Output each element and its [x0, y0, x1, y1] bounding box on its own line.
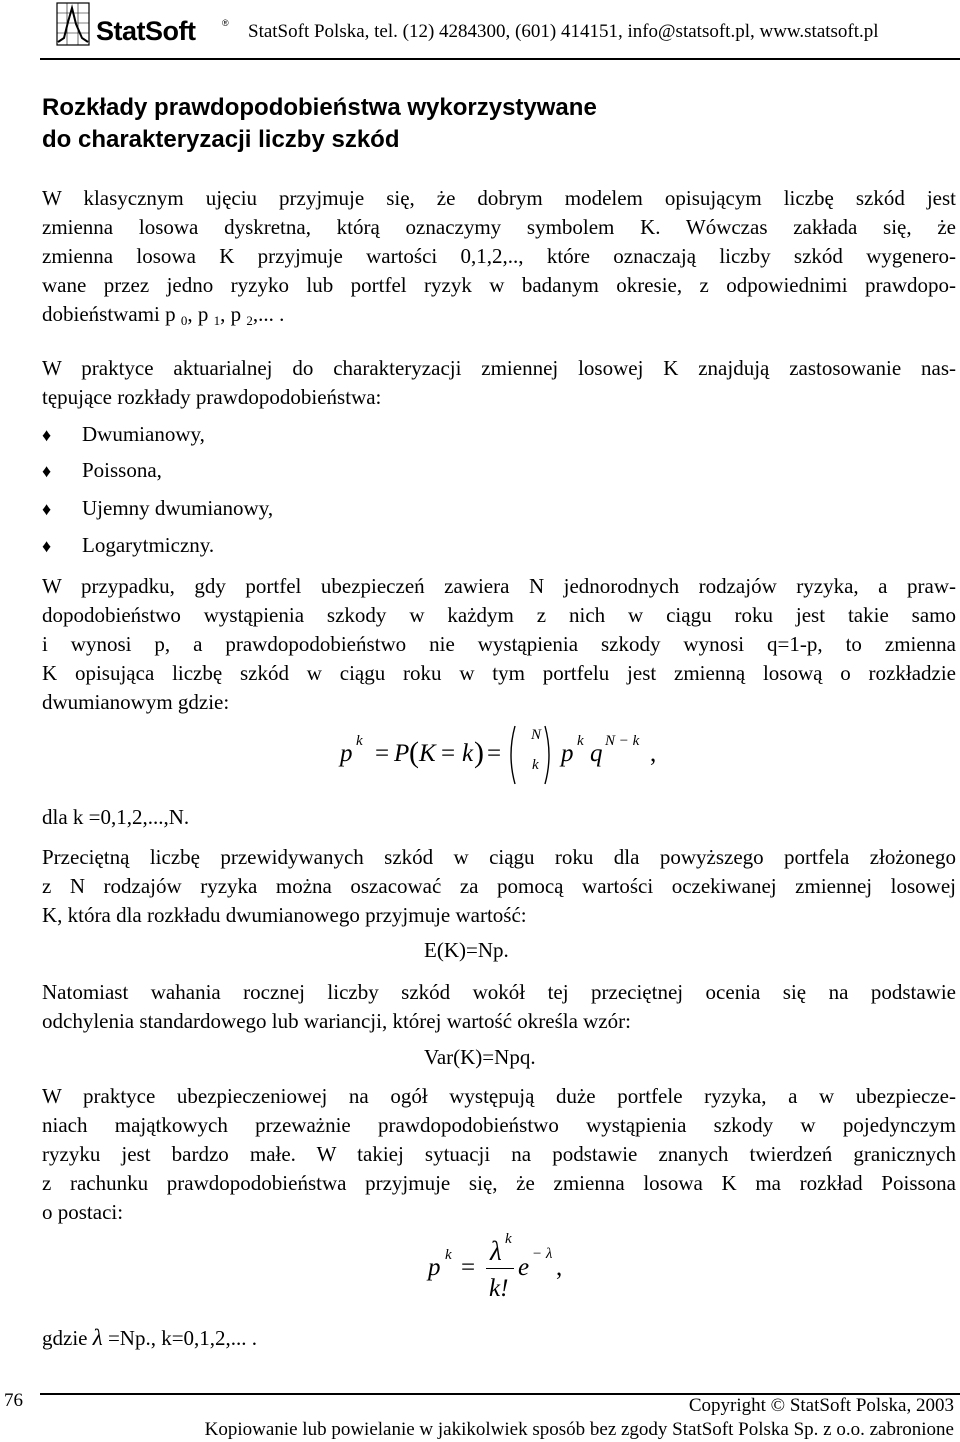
list-item-text: Ujemny dwumianowy, [82, 496, 274, 520]
text-fragment: , p [187, 302, 214, 326]
formula-paren: ) [474, 736, 484, 769]
text-line: niach majątkowych przeważnie prawdopodobieństwo wystąpienia szkody w pojedynczym [42, 1113, 956, 1137]
formula-symbol: q [590, 740, 603, 767]
text-line: z N rodzajów ryzyka można oszacować za pomocą wartości oczekiwanej zmiennej losowej [42, 874, 956, 898]
formula-symbol: e [518, 1254, 530, 1281]
text-line: ryzyku jest bardzo małe. W takiej sytuacji na podstawie znanych twierdzeń granicznych [42, 1142, 956, 1166]
text-line: o postaci: [42, 1200, 124, 1224]
formula-superscript: k [505, 1231, 512, 1247]
text-fragment: dobieństwami p [42, 302, 181, 326]
formula-symbol: k [462, 740, 474, 767]
formula-symbol: P [394, 740, 410, 767]
formula-superscript: k [445, 1247, 452, 1263]
formula-operator: = [441, 740, 456, 767]
formula-superscript: k [577, 733, 584, 749]
text-line: z rachunku prawdopodobieństwa przyjmuje się, że zmienna losowa K ma rozkład Poissona [42, 1171, 956, 1195]
text-line: Przeciętną liczbę przewidywanych szkód w ciągu roku dla powyższego portfela złożonego [42, 845, 956, 869]
text-line: i wynosi p, a prawdopodobieństwo nie wystąpienia szkody wynosi q=1-p, to zmienna [42, 632, 956, 656]
variance-formula: Var(K)=Npq. [424, 1045, 536, 1069]
formula-operator: = [461, 1254, 476, 1281]
section-title-line: Rozkłady prawdopodobieństwa wykorzystywane [42, 94, 597, 121]
subscript: 2 [246, 313, 253, 328]
poisson-parameters [42, 1323, 257, 1353]
diamond-bullet-icon: ♦ [42, 461, 52, 481]
text-line: odchylenia standardowego lub wariancji, której wartość określa wzór: [42, 1009, 631, 1033]
diamond-bullet-icon: ♦ [42, 425, 52, 445]
text-line: W przypadku, gdy portfel ubezpieczeń zawiera N jednorodnych rodzajów ryzyka, a praw- [42, 574, 956, 598]
expected-value-formula: E(K)=Np. [424, 938, 509, 962]
fraction-bar [486, 1268, 514, 1269]
formula-symbol: p [340, 740, 353, 767]
logo-chart-icon [56, 2, 90, 46]
text-fragment: ,... . [252, 302, 285, 326]
header-divider [40, 58, 960, 60]
text-line: W praktyce ubezpieczeniowej na ogół występują duże portfele ryzyka, a w ubezpiecze- [42, 1084, 956, 1108]
text-line: W praktyce aktuarialnej do charakteryzacji zmiennej losowej K znajdują zastosowanie nas- [42, 356, 956, 380]
binomial-top: N [531, 727, 542, 743]
paragraph-expected-value [42, 843, 956, 930]
text-line: zmienna losowa K przyjmuje wartości 0,1,2,.., które oznaczają liczby szkód wygenero- [42, 244, 956, 268]
formula-symbol: p [561, 740, 574, 767]
formula-symbol: p [428, 1254, 441, 1281]
section-title-line: do charakteryzacji liczby szkód [42, 126, 400, 153]
subscript: 0 [180, 313, 188, 328]
paragraph-distributions [42, 354, 956, 412]
lambda-symbol: λ [92, 1325, 103, 1350]
diamond-bullet-icon: ♦ [42, 536, 52, 556]
list-item [42, 531, 214, 561]
formula-operator: = [487, 740, 502, 767]
list-item-text: Dwumianowy, [82, 422, 205, 446]
statsoft-logo [56, 2, 236, 46]
text-line: zmienna losowa dyskretna, którą oznaczymy symbolem K. Wówczas zakłada się, że [42, 215, 956, 239]
logo-registered-mark: ® [222, 18, 229, 28]
formula-paren: ( [409, 736, 419, 769]
paragraph-variance [42, 978, 956, 1036]
footer-notice: Kopiowanie lub powielanie w jakikolwiek sposób bez zgody StatSoft Polska Sp. z o.o. zabronione [204, 1419, 954, 1440]
footer-copyright: Copyright © StatSoft Polska, 2003 [688, 1395, 954, 1416]
formula-symbol: K [419, 740, 436, 767]
text-line: K, która dla rozkładu dwumianowego przyjmuje wartość: [42, 903, 527, 927]
paragraph-binomial [42, 572, 956, 717]
text-line: wane przez jedno ryzyko lub portfel ryzyk w badanym okresie, z odpowiednimi prawdopo- [42, 273, 956, 297]
formula-superscript: − λ [532, 1246, 553, 1262]
subscript: 1 [213, 313, 221, 328]
list-item [42, 420, 205, 450]
section-title [42, 92, 922, 156]
text-line: dopodobieństwo wystąpienia szkody w każdym z nich w ciągu roku jest takie samo [42, 603, 956, 627]
paragraph-intro [42, 184, 956, 331]
formula-operator: = [375, 740, 390, 767]
text-line: dwumianowym gdzie: [42, 690, 230, 714]
logo-wordmark: StatSoft [96, 16, 196, 46]
list-item-text: Poissona, [82, 458, 162, 482]
formula-superscript: k [356, 733, 363, 749]
text-line [42, 300, 956, 331]
diamond-bullet-icon: ♦ [42, 499, 52, 519]
text-fragment: gdzie [42, 1326, 93, 1350]
formula-superscript: N − k [605, 733, 640, 749]
text-fragment: =Np., k=0,1,2,... . [102, 1326, 258, 1350]
binomial-brackets [505, 724, 555, 786]
text-line: K opisująca liczbę szkód w ciągu roku w tym portfelu jest zmienną losową o rozkładzie [42, 661, 956, 685]
formula-symbol: k! [489, 1275, 509, 1302]
formula-punct: , [556, 1254, 563, 1281]
header-contact: StatSoft Polska, tel. (12) 4284300, (601) 414151, info@statsoft.pl, www.statsoft.pl [248, 21, 879, 42]
formula-symbol: λ [490, 1236, 502, 1266]
formula-punct: , [650, 740, 657, 767]
text-line: tępujące rozkłady prawdopodobieństwa: [42, 385, 382, 409]
list-item [42, 494, 273, 524]
binomial-domain: dla k =0,1,2,...,N. [42, 805, 190, 829]
list-item-text: Logarytmiczny. [82, 533, 215, 557]
text-fragment: , p [220, 302, 247, 326]
page-number: 76 [4, 1390, 23, 1411]
text-line: W klasycznym ujęciu przyjmuje się, że dobrym modelem opisującym liczbę szkód jest [42, 186, 956, 210]
list-item [42, 456, 162, 486]
binomial-bottom: k [532, 757, 539, 773]
paragraph-poisson [42, 1082, 956, 1227]
text-line: Natomiast wahania rocznej liczby szkód wokół tej przeciętnej ocenia się na podstawie [42, 980, 956, 1004]
